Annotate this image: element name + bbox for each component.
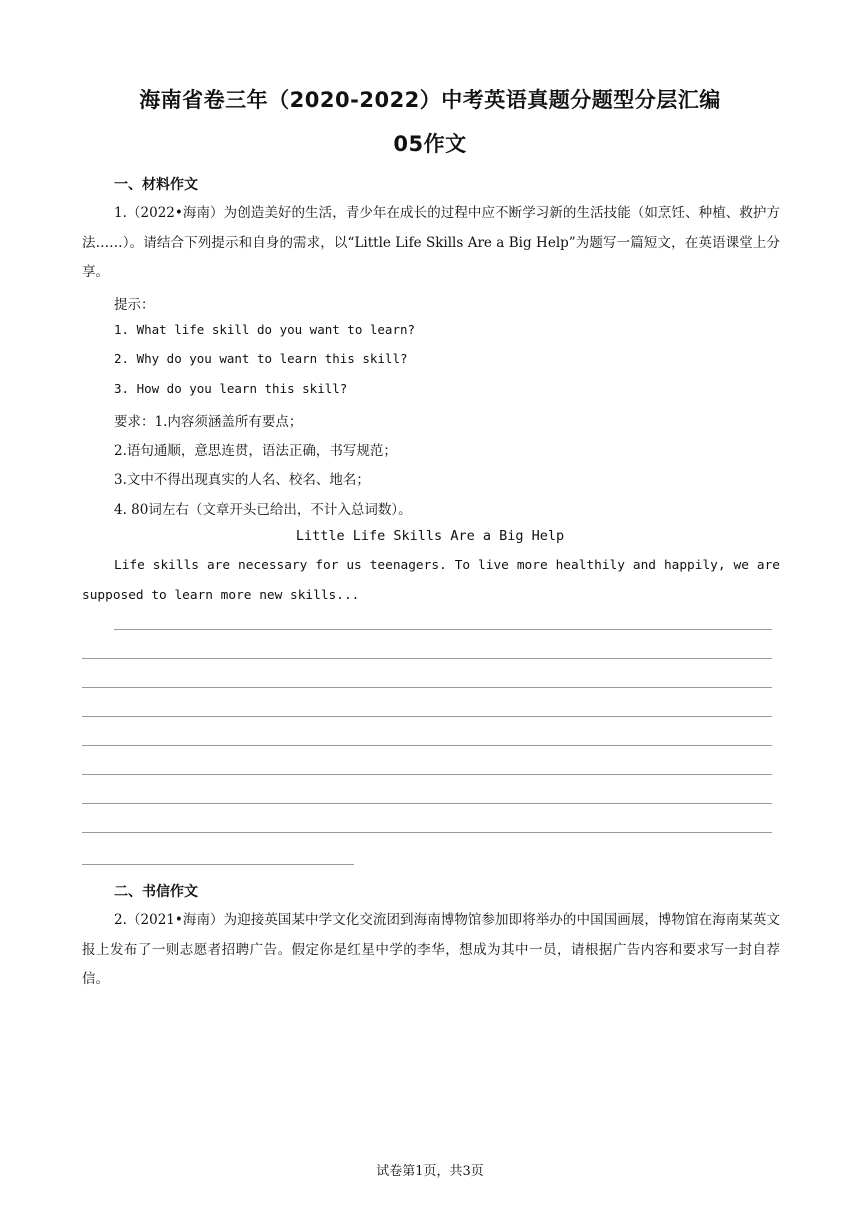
requirement-item: 3.文中不得出现真实的人名、校名、地名； xyxy=(114,472,370,488)
hint-item: 1. What life skill do you want to learn? xyxy=(114,322,416,337)
page-footer: 试卷第1页，共3页 xyxy=(376,1164,484,1179)
answer-line[interactable] xyxy=(82,745,772,746)
hint-item: 3. How do you learn this skill? xyxy=(114,381,348,396)
answer-line[interactable] xyxy=(114,629,772,630)
section-heading-letter-essay: 二、书信作文 xyxy=(114,884,198,900)
essay-opening: Life skills are necessary for us teenagers. To live more healthily and happily, we are supposed to learn more new skills... xyxy=(82,558,780,603)
answer-line[interactable] xyxy=(82,658,772,659)
answer-line[interactable] xyxy=(82,716,772,717)
requirement-item: 2.语句通顺，意思连贯，语法正确，书写规范； xyxy=(114,443,397,459)
answer-line[interactable] xyxy=(82,774,772,775)
hint-item: 2. Why do you want to learn this skill? xyxy=(114,351,408,366)
requirement-item: 4. 80词左右（文章开头已给出，不计入总词数）。 xyxy=(114,502,412,518)
answer-line[interactable] xyxy=(82,864,354,865)
document-title: 海南省卷三年（2020-2022）中考英语真题分题型分层汇编 xyxy=(139,88,721,112)
answer-line[interactable] xyxy=(82,803,772,804)
hint-label: 提示： xyxy=(114,297,155,313)
requirement-item: 要求：1.内容须涵盖所有要点； xyxy=(114,414,303,430)
answer-line[interactable] xyxy=(82,832,772,833)
question-1-prompt: 1.（2022•海南）为创造美好的生活，青少年在成长的过程中应不断学习新的生活技能（如烹饪、种植、救护方法……）。请结合下列提示和自身的需求，以“Little Life Skills Are a Big Help”为题写一篇短文，在英语课堂上分享。 xyxy=(82,205,780,280)
question-2-prompt: 2.（2021•海南）为迎接英国某中学文化交流团到海南博物馆参加即将举办的中国国画展，博物馆在海南某英文报上发布了一则志愿者招聘广告。假定你是红星中学的李华，想成为其中一员，请根据广告内容和要求写一封自荐信。 xyxy=(82,912,780,987)
answer-line[interactable] xyxy=(82,687,772,688)
document-subtitle: 05作文 xyxy=(393,132,467,156)
essay-title: Little Life Skills Are a Big Help xyxy=(295,528,565,544)
section-heading-material-essay: 一、材料作文 xyxy=(114,177,198,193)
